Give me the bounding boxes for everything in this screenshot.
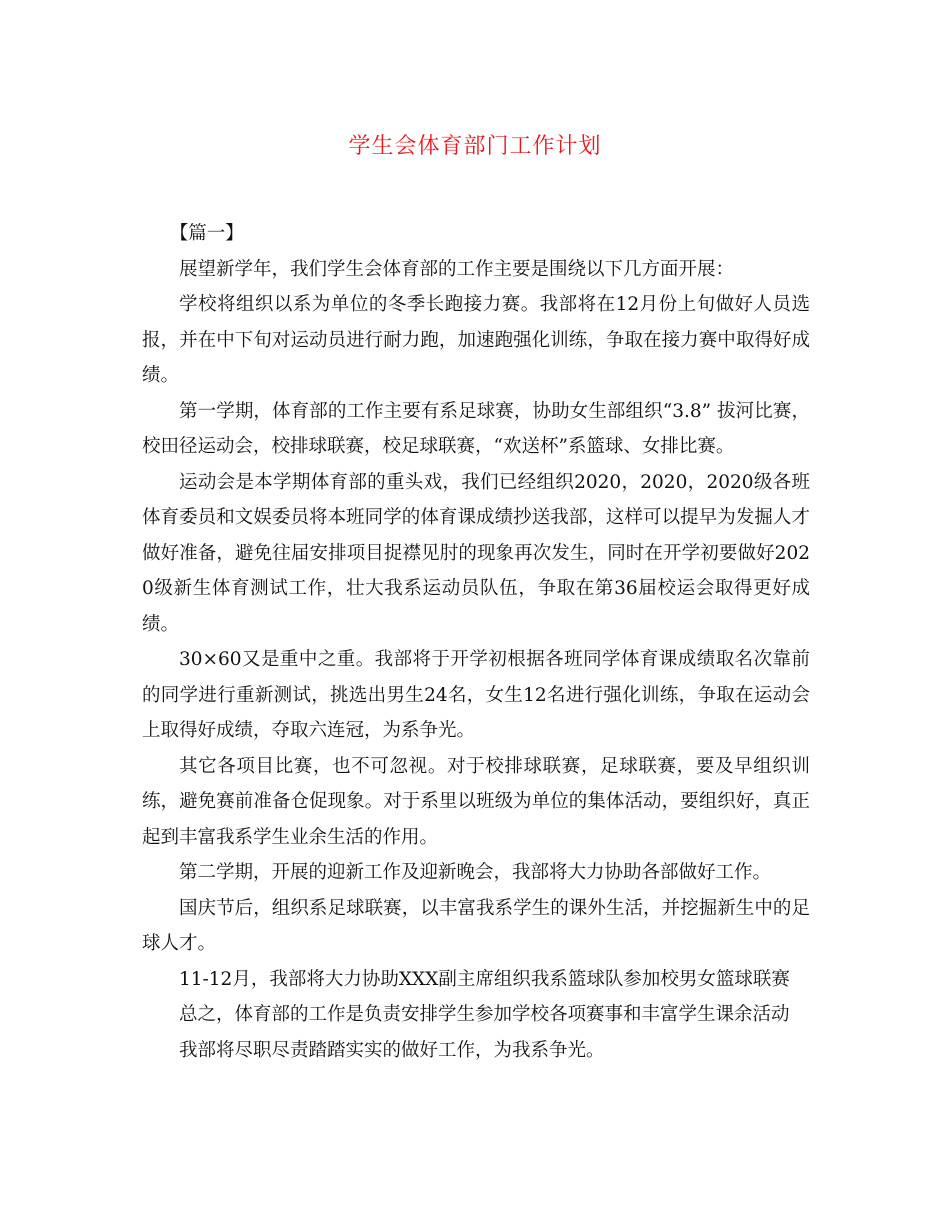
paragraph: 展望新学年，我们学生会体育部的工作主要是围绕以下几方面开展： [179,258,735,280]
document-body [142,216,810,1068]
paragraph: 运动会是本学期体育部的重头戏，我们已经组织2020，2020，2020级各班体育委员和文娱委员将本班同学的体育课成绩抄送我部，这样可以提早为发掘人才做好准备，避免往届安排项目捉襟见肘的现象再次发生，同时在开学初要做好2020级新生体育测试工作，壮大我系运动员队伍，争取在第36届校运会取得更好成绩。 [142,471,810,635]
section-label: 【篇一】 [169,223,244,244]
paragraph: 第一学期，体育部的工作主要有系足球赛，协助女生部组织“3.8” 拔河比赛，校田径运动会，校排球联赛，校足球联赛，“欢送杯”系篮球、女排比赛。 [142,400,810,457]
paragraph: 30×60又是重中之重。我部将于开学初根据各班同学体育课成绩取名次靠前的同学进行重新测试，挑选出男生24名，女生12名进行强化训练，争取在运动会上取得好成绩，夺取六连冠，为系争光。 [142,649,810,741]
paragraph: 其它各项目比赛，也不可忽视。对于校排球联赛，足球联赛，要及早组织训练，避免赛前准备仓促现象。对于系里以班级为单位的集体活动，要组织好，真正起到丰富我系学生业余生活的作用。 [142,755,810,848]
paragraph: 国庆节后，组织系足球联赛，以丰富我系学生的课外生活，并挖掘新生中的足球人才。 [142,897,810,954]
paragraph: 学校将组织以系为单位的冬季长跑接力赛。我部将在12月份上旬做好人员选报，并在中下旬对运动员进行耐力跑，加速跑强化训练，争取在接力赛中取得好成绩。 [142,294,810,386]
paragraph: 11-12月，我部将大力协助XXX副主席组织我系篮球队参加校男女篮球联赛 [179,968,790,990]
document-title: 学生会体育部门工作计划 [348,134,602,159]
paragraph: 总之，体育部的工作是负责安排学生参加学校各项赛事和丰富学生课余活动 [179,1004,790,1025]
paragraph: 我部将尽职尽责踏踏实实的做好工作，为我系争光。 [179,1039,605,1061]
paragraph: 第二学期，开展的迎新工作及迎新晚会，我部将大力协助各部做好工作。 [179,862,772,883]
